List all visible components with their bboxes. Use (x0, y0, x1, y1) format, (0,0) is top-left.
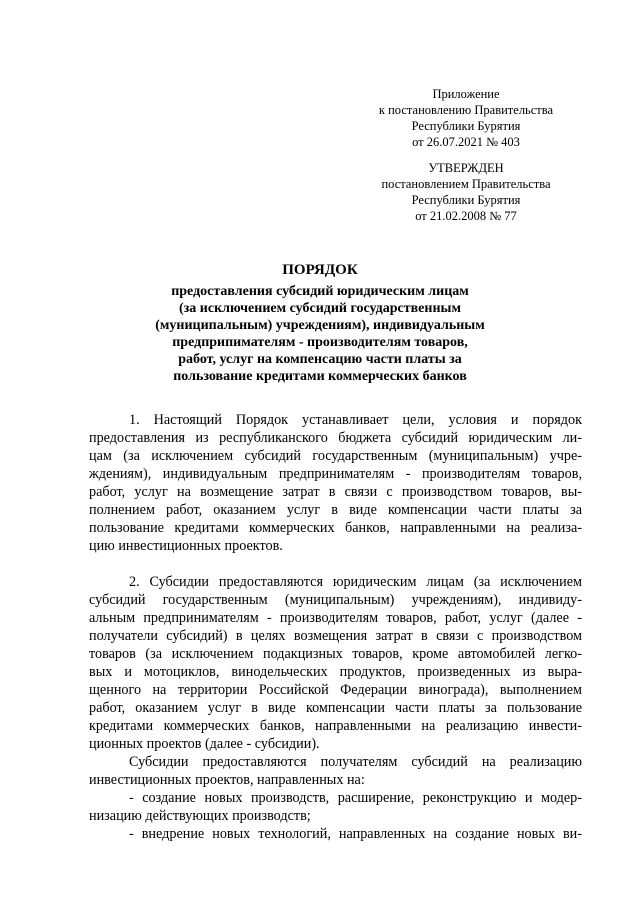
title-line: (муниципальным) учреждениям), индивидуальным (155, 318, 485, 333)
text-line: работ, оказанием услуг в виде компенсации части платы за пользование (89, 700, 582, 716)
text-line: инвестиционных проектов, направленных на: (89, 772, 365, 788)
approval-line: УТВЕРЖДЕН (428, 161, 504, 175)
text-line: получатели субсидий) в целях возмещения затрат в связи с производством (89, 628, 582, 644)
paragraph-4 (89, 789, 582, 825)
title-line: предоставления субсидий юридическим лицам (171, 284, 469, 299)
text-line: щенного на территории Российской Федерации винограда), выполнением (89, 682, 582, 698)
paragraph-1 (89, 411, 582, 555)
text-line: товаров (за исключением подакцизных товаров, кроме автомобилей легко- (89, 646, 582, 662)
text-line: альным предпринимателям - производителям товаров, работ, услуг (далее - (89, 610, 582, 626)
appendix-line: от 26.07.2021 № 403 (412, 135, 520, 149)
title-line: пользование кредитами коммерческих банков (173, 369, 467, 384)
title-line: (за исключением субсидий государственным (179, 301, 461, 316)
text-line: полнением работ, оказанием услуг в виде компенсации части платы за (89, 502, 582, 518)
text-line: работ, услуг на возмещение затрат в связи с производством товаров, вы- (89, 484, 582, 500)
text-line: 1. Настоящий Порядок устанавливает цели, условия и порядок (129, 412, 582, 428)
text-line: - создание новых производств, расширение, реконструкцию и модер- (129, 790, 582, 806)
title-heading: ПОРЯДОК (282, 262, 358, 278)
text-line: ждениям), индивидуальным предпринимателям - производителям товаров, (89, 466, 582, 482)
text-line: кредитами коммерческих банков, направленными на реализацию инвести- (89, 718, 582, 734)
text-line: субсидий государственным (муниципальным) учреждениям), индивиду- (89, 592, 582, 608)
text-line: пользование кредитами коммерческих банков, направленными на реализа- (89, 520, 582, 536)
title-line: работ, услуг на компенсацию части платы за (178, 352, 462, 367)
approval-line: от 21.02.2008 № 77 (415, 209, 517, 223)
text-line: низацию действующих производств; (89, 808, 311, 824)
approval-line: постановлением Правительства (381, 177, 551, 191)
appendix-line: к постановлению Правительства (378, 103, 554, 117)
text-line: - внедрение новых технологий, направленных на создание новых ви- (129, 826, 582, 842)
text-line: ционных проектов (далее - субсидии). (89, 736, 320, 752)
approval-line: Республики Бурятия (411, 193, 521, 207)
document-title (0, 262, 640, 385)
paragraph-3 (89, 753, 582, 789)
approval-block (346, 160, 586, 224)
text-line: цам (за исключением субсидий государственным (муниципальным) учре- (89, 448, 582, 464)
text-line: предоставления из республиканского бюджета субсидий юридическим ли- (89, 430, 582, 446)
appendix-block (346, 86, 586, 150)
text-line: Субсидии предоставляются получателям субсидий на реализацию (129, 754, 582, 770)
appendix-line: Приложение (432, 87, 500, 101)
appendix-line: Республики Бурятия (411, 119, 521, 133)
title-line: предприпимателям - производителям товаров, (172, 335, 468, 350)
text-line: цию инвестиционных проектов. (89, 538, 283, 554)
paragraph-5 (89, 825, 582, 843)
text-line: вых и мотоциклов, винодельческих продуктов, произведенных из выра- (89, 664, 582, 680)
paragraph-2 (89, 573, 582, 753)
document-body (89, 411, 582, 843)
text-line: 2. Субсидии предоставляются юридическим лицам (за исключением (129, 574, 582, 590)
